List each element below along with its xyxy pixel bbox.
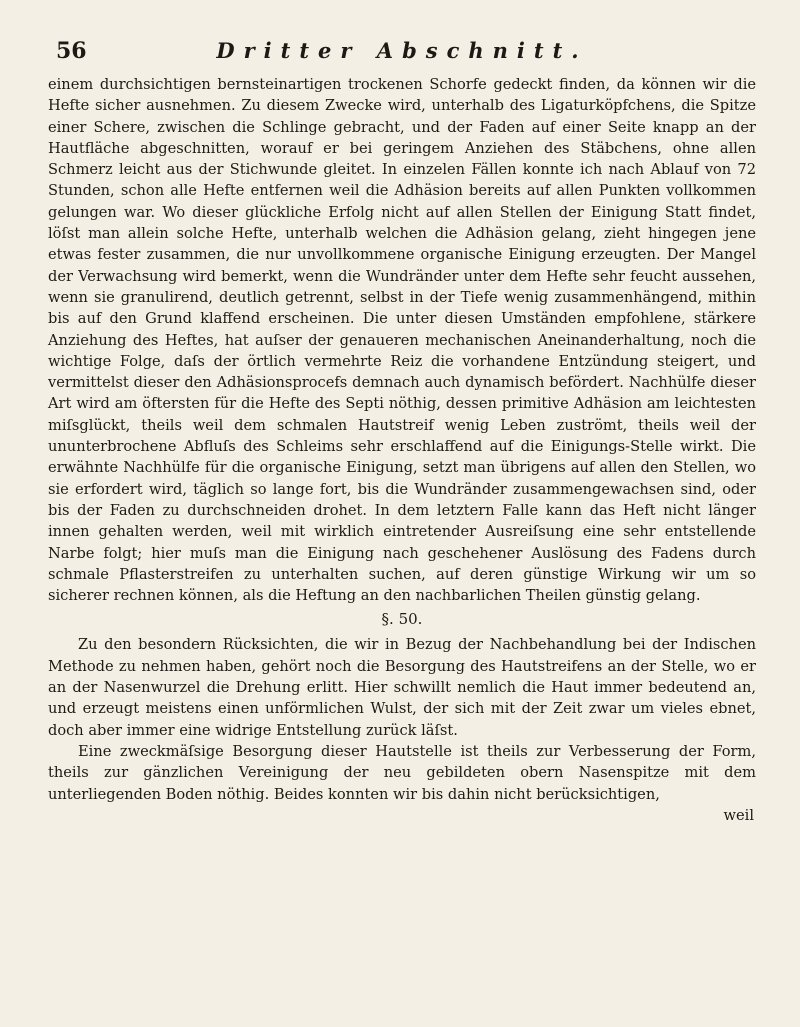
paragraph: Eine zweckmäſsige Besorgung dieser Hautstelle ist theils zur Verbesserung der Form, theils zur gänzlichen Vereinigung der neu gebildeten obern Nasenspitze mit dem unterliegenden Boden nöthig. Beides konnten wir bis dahin nicht berücksichtigen,	[48, 742, 756, 803]
catchword: weil	[723, 806, 754, 824]
running-head: Dritter Abschnitt.	[216, 38, 588, 63]
paragraph: Zu den besondern Rücksichten, die wir in Bezug der Nachbehandlung bei der Indischen Methode zu nehmen haben, gehört noch die Besorgung des Hautstreifens an der Stelle, wo er an der Nasenwurzel die Drehung erlitt. Hier schwillt nemlich die Haut immer bedeutend an, und erzeugt meistens einen unförmlichen Wulst, der sich mit der Zeit zwar um vieles ebnet, doch aber immer eine widrige Entstellung zurück läſst.	[48, 636, 756, 739]
page-number: 56	[56, 38, 87, 64]
page-header	[48, 38, 756, 74]
body-text	[48, 74, 756, 826]
section-heading: §. 50.	[381, 610, 423, 629]
paragraph: einem durchsichtigen bernsteinartigen trockenen Schorfe gedeckt finden, da können wir die Hefte sicher ausnehmen. Zu diesem Zwecke wird, unterhalb des Ligaturköpfchens, die Spitze einer Schere, zwischen die Schlinge gebracht, und der Faden auf einer Seite knapp an der Hautfläche abgeschnitten, worauf er bei geringem Anziehen des Stäbchens, ohne allen Schmerz leicht aus der Stichwunde gleitet. In einzelen Fällen konnte ich nach Ablauf von 72 Stunden, schon alle Hefte entfernen weil die Adhäsion bereits auf allen Punkten vollkommen gelungen war. Wo dieser glückliche Erfolg nicht auf allen Stellen der Einigung Statt findet, löſst man allein solche Hefte, unterhalb welchen die Adhäsion gelang, zieht hingegen jene etwas fester zusammen, die nur unvollkommene organische Einigung erzeugten. Der Mangel der Verwachsung wird bemerkt, wenn die Wundränder unter dem Hefte sehr feucht aussehen, wenn sie granulirend, deutlich getrennt, selbst in der Tiefe wenig zusammenhängend, mithin bis auf den Grund klaffend erscheinen. Die unter diesen Umständen empfohlene, stärkere Anziehung des Heftes, hat auſser der genaueren mechanischen Aneinanderhaltung, noch die wichtige Folge, daſs der örtlich vermehrte Reiz die vorhandene Entzündung steigert, und vermittelst dieser den Adhäsionsprocefs demnach auch dynamisch befördert. Nachhülfe dieser Art wird am öftersten für die Hefte des Septi nöthig, dessen primitive Adhäsion am leichtesten miſsglückt, theils weil dem schmalen Hautstreif wenig Leben zuströmt, theils weil der ununterbrochene Abfluſs des Schleims sehr erschlaffend auf die Einigungs-Stelle wirkt. Die erwähnte Nachhülfe für die organische Einigung, setzt man übrigens auf allen den Stellen, wo sie erfordert wird, täglich so lange fort, bis die Wundränder zusammengewachsen sind, oder bis der Faden zu durchschneiden drohet. In dem letztern Falle kann das Heft nicht länger innen gehalten werden, weil mit wirklich eintretender Ausreiſsung eine sehr entstellende Narbe folgt; hier muſs man die Einigung nach geschehener Auslösung des Fadens durch schmale Pflasterstreifen zu unterhalten suchen, auf deren günstige Wirkung wir um so sicherer rechnen können, als die Heftung an den nachbarlichen Theilen günstig gelang.	[48, 76, 756, 605]
